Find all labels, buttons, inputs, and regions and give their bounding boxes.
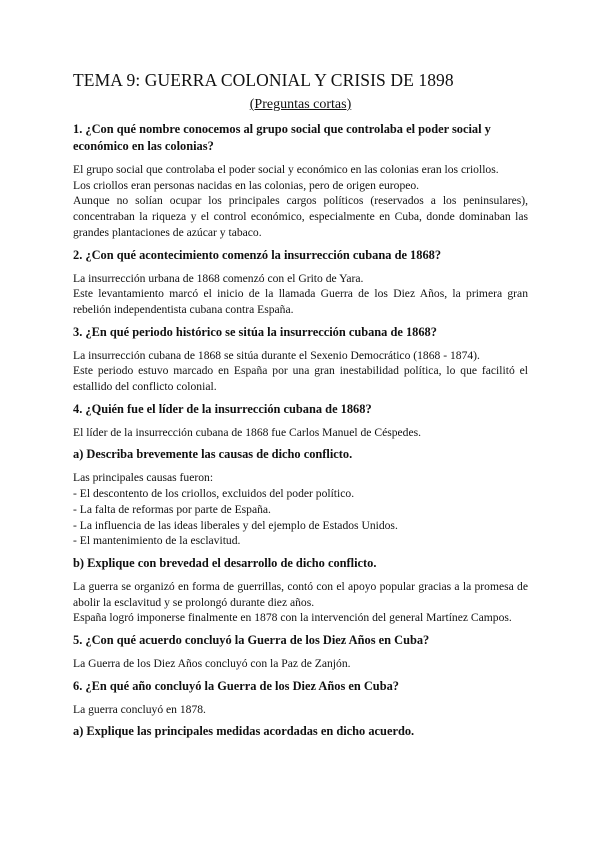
section-5 [73,632,528,672]
answer-line: Las principales causas fueron: [73,471,214,485]
section-1 [73,121,528,241]
question-heading: 1. ¿Con qué nombre conocemos al grupo social que controlaba el poder social y económico en las colonias? [73,122,491,153]
answer-line: El grupo social que controlaba el poder social y económico en las colonias eran los criollos. [73,163,499,176]
answer-paragraph [73,425,528,441]
question-heading: 4. ¿Quién fue el líder de la insurrección cubana de 1868? [73,401,372,416]
answer-line: El líder de la insurrección cubana de 1868 fue Carlos Manuel de Céspedes. [73,425,422,439]
answer-line: Este periodo estuvo marcado en España por una gran inestabilidad política, lo que facilitó el estallido del conflicto colonial. [73,364,528,394]
answer-line: Los criollos eran personas nacidas en las colonias, pero de origen europeo. [73,178,420,192]
section-4b [73,555,528,626]
answer-line: La insurrección cubana de 1868 se sitúa durante el Sexenio Democrático (1868 - 1874). [73,348,480,362]
question-heading: a) Describa brevemente las causas de dicho conflicto. [73,447,353,462]
answer-paragraph [73,271,528,318]
answer-line: España logró imponerse finalmente en 1878 con la intervención del general Martínez Campos. [73,611,512,625]
section-6a [73,723,528,740]
question-heading: 6. ¿En qué año concluyó la Guerra de los Diez Años en Cuba? [73,678,399,693]
section-4a [73,446,528,549]
section-4 [73,401,528,441]
page-title: TEMA 9: GUERRA COLONIAL Y CRISIS DE 1898 [73,70,454,90]
document-page [73,70,528,747]
question-heading: b) Explique con brevedad el desarrollo de dicho conflicto. [73,555,377,570]
answer-line: Este levantamiento marcó el inicio de la llamada Guerra de los Diez Años, la primera gran rebelión independentista cubana contra España. [73,287,528,316]
answer-paragraph [73,348,528,395]
answer-line: La guerra se organizó en forma de guerrillas, contó con el apoyo popular gracias a la promesa de abolir la esclavitud y se prolongó durante diez años. [73,579,528,609]
question-heading: 5. ¿Con qué acuerdo concluyó la Guerra de los Diez Años en Cuba? [73,633,430,648]
page-subtitle: (Preguntas cortas) [249,97,352,112]
answer-paragraph [73,470,528,549]
answer-paragraph [73,579,528,626]
answer-paragraph [73,656,528,672]
question-heading: 2. ¿Con qué acontecimiento comenzó la insurrección cubana de 1868? [73,247,442,262]
answer-paragraph [73,162,528,241]
answer-line: - El descontento de los criollos, excluidos del poder político. [73,487,355,501]
answer-paragraph [73,702,528,718]
answer-line: La guerra concluyó en 1878. [73,702,206,716]
section-6 [73,678,528,718]
section-2 [73,247,528,318]
question-heading: a) Explique las principales medidas acordadas en dicho acuerdo. [73,724,415,739]
answer-line: - La falta de reformas por parte de España. [73,502,271,516]
answer-line: Aunque no solían ocupar los principales cargos políticos (reservados a los peninsulares), concentraban la riqueza y el control económico, especialmente en Cuba, donde dominaban las grandes plantaciones de azúcar y tabaco. [73,194,528,239]
answer-line: - La influencia de las ideas liberales y del ejemplo de Estados Unidos. [73,518,398,532]
section-3 [73,324,528,395]
question-heading: 3. ¿En qué periodo histórico se sitúa la insurrección cubana de 1868? [73,324,437,339]
answer-line: La Guerra de los Diez Años concluyó con la Paz de Zanjón. [73,657,351,671]
answer-line: - El mantenimiento de la esclavitud. [73,534,241,548]
answer-line: La insurrección urbana de 1868 comenzó con el Grito de Yara. [73,271,364,285]
